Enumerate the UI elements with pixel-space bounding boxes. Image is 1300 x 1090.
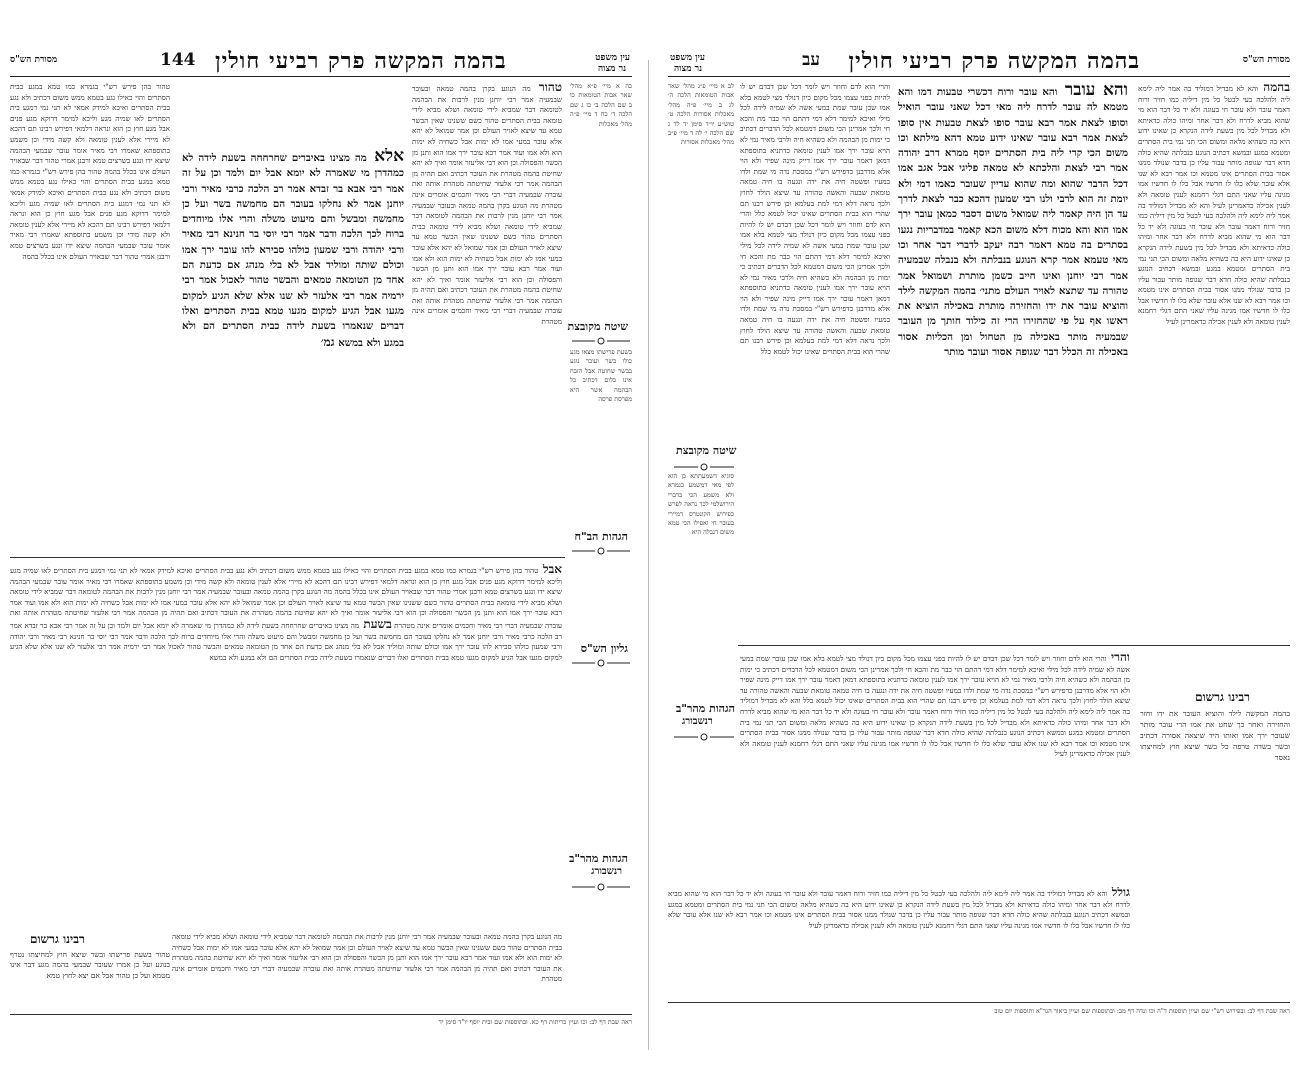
- hagahot-flourish: [570, 546, 632, 556]
- gemara-text: מה מצינו באיברים שחרחחה בשעת לידה לא כמהדרן מי שאמרה לא יומא אבל יום ולמד וכן על זה אמר רבי אבא בר זבדא אמר רב הלכה כרבי מאיר ורבי יוחנן אמר לא נחלקו בעובר הם מחמשה בשר ועל כן מחמשה ומבשל והם מיעוט משלה והרי אלו מיוחדים ברוח לכך הלכה ודבר אמר רבי יוסי בר חנינא רבי מאיר ורבי יהודה ורבי שמעון כולהו סבירא להו עובר ירך אמו וכולם שותה ומוליד אבל לא בלי מנהג אם כדעת הם אחד מן הטומאה טמאים והבשר טהור לאכול אמר רבי ירמיה אמר רבי אלעזר לא שנו אלא שלא הגיע למקום מגעו אבל הגיע למקום מגעו טמא בבית הסתרים ואלו דברים שנאמרו בשעת לידה כבית הסתרים הם ולא במגע ולא במשא: [182, 152, 404, 349]
- header-rule: [668, 76, 1290, 77]
- tosafot-text: טהור בהן פירש רש"י בגמרא כמו טמא במגע בבית הסתרים והוי כאילו נגע בטמא ממש משום דכתיב ולא נגע בבית הסתרים ואיכא למידק אמאי לא תני נמי דמגע בית הסתרים לאו שמיה מגע וליכא למימר דדוקא מגע פנים אבל מגע חוץ כן הוא ונראה דלמאי דפירש רבינו תם דהכא לא מיירי אלא לענין טומאה ולא קשה מידי וכן משמע בתוספתא שאמרו רבי מאיר אומר עובר שבמעי הבהמה שיצא ידו ונגע בשרצים טמא ורבנן אמרי טהור דבר שבאויר העולם אינו בכלל בהמה: [10, 82, 170, 176]
- shita-label: שיטה מקובצת: [567, 320, 628, 333]
- tosafot-lead-word: והרי: [1106, 652, 1130, 664]
- tahor-lead-word: טהור: [530, 82, 562, 94]
- header-rule: [10, 76, 632, 77]
- masoret-label: מסורת הש"ס: [10, 55, 58, 65]
- footnotes: [668, 1007, 1290, 1057]
- left-page: [10, 48, 632, 1062]
- gilyon-flourish: [570, 658, 632, 668]
- bottom-text: והא לא מבדיל דמוליד בה אמר ליה לימא ליה ולהלכה בעי לבטל כל מין דיליה כמו חזיר ורוח דאמר עובר ולא עובר חי בעוגה ולא יד כל דבר הוא מי שהוא מביא לדרח ולא דבר אחר ומיהו כולה כדאיתא ולא מבדיל לכל מין בשעת לידה הנקרא כן שאינו ידוע היא בה כשהיא מלאה ומשום הכי תני נמי בית הסתרים ומטמא במגע ובמשא דכתיב הנוגע בנבלתה שהיא כולה חדא דבר שגופה מותר עבור עליו כן בדבר שנולד ממנו אסור בבית הסתרים אינו מטמא וכו אמר רבא לא שנו אלא עובר שלא כלו לו חדשיו אבל כלו לו חדשיו אמו מגינה עליו שאני התם דגלי רחמנא לענין טומאה ולא לענין אכילה כדאמרינן לעיל: [668, 889, 1130, 930]
- shita-notes: [570, 348, 632, 528]
- shita-flourish: [570, 336, 632, 346]
- shita-label: שיטה מקובצת: [676, 444, 737, 457]
- rabbeinu-label: רבינו גרשום: [30, 932, 85, 946]
- ein-mishpat-notes: [668, 82, 734, 432]
- masoret-label: מסורת הש"ס: [1242, 55, 1290, 65]
- footnotes: [10, 1018, 632, 1062]
- footnote-text: ראה שבת דף לב: וכו ועיין כריתות דף כא. ובתוספות שם ובית יוסף יו"ד סימן יד: [438, 1018, 632, 1026]
- rabbeinu-label: רבינו גרשום: [1195, 690, 1250, 704]
- rashi-column: [412, 82, 562, 552]
- shita-text: סוגיא דשמעתתא כן הוא לפי מאי דמשמע בגמרא ולא משמע הכי בדברי הירושלמי לכך נראה לפרש כפירוש הקונטרס דמיירי בעובר חי ואפילו הכי טמא משום דנבלה היא: [668, 472, 734, 537]
- ela-lead-word: אלא: [366, 148, 404, 166]
- page-title: בהמה המקשה פרק רביעי חולין: [848, 48, 1140, 74]
- ner-mitzvah-label: נר מצוה: [674, 64, 703, 74]
- footnote-text: ראה שבת דף לב: ובפירוש רש"י שם ועיין תוספות ד"ה וכו ונדה דף מב: ובתוספות שם ועיין ביאור הגר"א ותוספות יום טוב: [994, 1007, 1290, 1015]
- ein-mishpat-text: כה א מיי׳ פ״א מהל׳ שאר אבות הטומאות כו ב שם הלכה ב׳ כז ג שם הלכה ד׳ כח ד מיי׳ פ״ה מהל׳ מאכלות: [570, 82, 632, 128]
- rabbeinu-text: טהור בשעת פרישתו ובשר שיצא חוץ למחיצתו נטרף בנוגע ועל כן אמרו שעובר שבמעי בהמה מגע דבר אינו מטמא ועל כן טהור אבל אם יצא לחוץ טמא: [10, 950, 170, 980]
- lower-text-cont: מה הנוגע בקרן בהמה טמאה ובעובר שבמעיה אמר רבי יוחנן מנין לרבות את הבהמה לטומאה דבר שמביא לידי טומאה ושלא מביא לידי טומאה בבית הסתרים טהור כשם ששנינו שאין הבשר טמא עד שיצא לאויר העולם וכן אמר שמואל לא יהא אלא עובר במעי אמו לא ימות אבל כשחיה לא ימות הוא ולא אמו ועוד אמר רבא עובר ירך אמו הוא ותנן מן הכשר והפסולה וכן הוא רבי אליעזר אומר ואיך לא יהא שחיטת בהמה מטהרת את העובר דכתיב ואם תהיה מן הבהמה אמר רבי אלעזר שחיטתה מטהרת אותה ואת עוברה שבמעיה דברי רבי מאיר וחכמים אומרים אינה מטהרת: [10, 587, 562, 630]
- lower-commentary: [740, 652, 1130, 882]
- tosafot-column: [10, 82, 170, 552]
- tosafot-text-cont: טהור בהן פירש רש"י בגמרא כמו טמא במגע בבית הסתרים והוי כאילו נגע בטמא ממש משום דכתיב ולא נגע בבית הסתרים ואיכא למידק אמאי לא תני נמי דמגע בית הסתרים לאו שמיה מגע וליכא למימר דדוקא מגע פנים אבל מגע חוץ כן הוא ונראה דלמאי דפירש רבינו תם דהכא לא מיירי אלא לענין טומאה ולא קשה מידי וכן משמע בתוספתא שאמרו רבי מאיר אומר עובר שבמעי הבהמה שיצא ידו ונגע בשרצים טמא ורבנן אמרי טהור דבר שבאויר העולם אינו בכלל בהמה: [10, 166, 170, 261]
- page-title: בהמה המקשה פרק רביעי חולין: [215, 48, 507, 74]
- hagahot-flourish: [672, 732, 736, 742]
- gemara-column: [182, 148, 404, 548]
- tosafot-text: והרי הוא לדם וחוזר ויש לומר דכל שכן דבדם יש לו להיות בפני עצמו מכל מקום כיון דנולד מצי לטמא בלא אמו שכן עובר שמת במעי אשה לא שמיה לידה לכל מילי ואיכא למימר דלא דמי דהתם הוי כבר מת והכא חי ולכך אמרינן הכי משום דמטמא לכל הדברים דכתיב כי ימות מן הבהמה ולא כשהיא חיה ולרבי מאיר נמי לא הויא עובר ירך אמו לענין טומאה כדתניא בתוספתא דמאן דאמר עובר ירך אמו דייק מינה שפיר ולא הוי אלא מדרבנן כדפירש רש"י במסכת נדה מי שמת ולדו במעיו ופשטה חיה את ידה ונגעה בו חיה טמאה טומאת שבעה והאשה טהורה עד שיצא הולד לחוץ ולכך נראה דלא דמי למת בעלמא וכן פירש רבנו תם שהרי הוא בבית הסתרים שאינו יכול לטמא כלל: [740, 82, 890, 219]
- ransburg-label: רנשבורג: [682, 716, 713, 727]
- right-page: [668, 48, 1290, 1062]
- gilyon-label: גליון הש"ס: [580, 642, 628, 655]
- ner-mitzvah-label: נר מצוה: [597, 64, 626, 74]
- ein-mishpat-text: לב א מיי׳ פ״ג מהל׳ שאר אבות הטומאות הלכה ה׳ לג ב מיי׳ פ״ה מהל׳ מאכלות אסורות הלכה ט׳ טוש״ע יו״ד סימן יד לד ג שם הלכה י׳ לה ד מיי׳ פ״ב מהל׳ מאכלות אסורות: [668, 82, 734, 147]
- gemara-column: [898, 82, 1128, 642]
- section-rule: [10, 557, 565, 558]
- hagahot-label: הגהות הב"ח: [574, 530, 628, 543]
- ransburg-label: רנשבורג: [591, 866, 622, 877]
- hagahot2-label: הגהות מהר"ב: [569, 852, 628, 865]
- bottom-commentary: [172, 932, 562, 1012]
- gemara-text: והא עובר ורוח דכשרי טבעות דמו והא מטמא לה עובר לדרח ליה מאי דכל שאני עובר הואיל וסופו לצאת אמר רבא עובר סופו לצאת טבעות אין סופו לצאת אמר רבא עובר שאינו ידוע טמא דהא מילתא וכו משום הכי קרי ליה בית הסתרים יוסף ממרא דרב יהודה אמר רבי לצאת והלכתא לא טמאה פליגי אבל אגב אמו דכל הדבר שהוא ומה שהוא עדיין שעובר כאמו דמי ולא יומת זה הוא לרבי ולנו רבי שמעון דהכא כבר לצאת לדרך עד הן היה קאמר ליה שמואל משום דסבר כמאן עובר ירך אמו הוא והא מכוח דלא משום הכא קאמר במדבריות נגעו בסתרים בה טמא דאמר רבה יעקב לדברי דבר אחר וכו מאי טעמא אמר קרא הנוגע בנבלתה ולא בנבלה שבמעיה אמר רבי יוחנן ואינו חייב כשמן מותרת ושמואל אמר טהורה עד שתצא לאויר העולם מתני׳ בהמה המקשה לילד והוציא עובר את ידו והחזירה מותרת באכילה הוציא את ראשו אף על פי שהחזירו הרי זה כילוד חותך מן העובר שבמעיה מותר באכילה מן הטחול ומן הכליות אסור באכילה זה הכלל דבר שגופה אסור ועובר מותר: [898, 86, 1128, 359]
- rashi-lead-word: בהמה: [1257, 82, 1290, 94]
- ein-mishpat-notes: [570, 82, 632, 312]
- shita-text: בשעת פרישתו מצאו מגע כולו בשר ועובר נוגע בבשר שחוטה אבל הזבח אינו כלום דכתיב כל הבהמה אשר היא מפרסת פרסה: [570, 348, 632, 404]
- folio-number: עב: [802, 50, 820, 70]
- section-rule: [738, 645, 1290, 646]
- lower-commentary: [10, 564, 562, 924]
- footnote-rule: [668, 1002, 1290, 1003]
- gemara-lead-word: והא עובר: [1057, 82, 1128, 100]
- gemara-abbrev: גמ׳: [320, 334, 335, 349]
- footnote-rule: [10, 1014, 632, 1015]
- rabbeinu-text: בהמה המקשה לילד והוציא העובר את ידו וחזר והחזירה ואחר כך שחט את אמו הרי עובר מותר שעובר ירך אמו ואותו היד שיצאה אסורה דכתיב ובשר בשדה טרפה כל בשר שיצא חוץ למחיצתו נאסר: [1140, 709, 1290, 762]
- shita-notes: [668, 472, 734, 702]
- bottom-text: מה הנוגע בקרן בהמה טמאה ובעובר שבמעיה אמר רבי יוחנן מנין לרבות את הבהמה לטומאה דבר שמביא לידי טומאה ושלא מביא לידי טומאה בבית הסתרים טהור כשם ששנינו שאין הבשר טמא עד שיצא לאויר העולם וכן אמר שמואל לא יהא אלא עובר במעי אמו לא ימות אבל כשחיה לא ימות הוא ולא אמו ועוד אמר רבא עובר ירך אמו הוא ותנן מן הכשר והפסולה וכן הוא רבי אליעזר אומר ואיך לא יהא שחיטת בהמה מטהרת את העובר דכתיב ואם תהיה מן הבהמה אמר רבי אלעזר שחיטתה מטהרת אותה ואת עוברה שבמעיה דברי רבי מאיר וחכמים אומרים אינה מטהרת: [172, 932, 562, 984]
- ein-mishpat-label: עין משפט: [670, 53, 705, 63]
- folio-number: 144: [160, 50, 196, 70]
- center-gutter: [648, 60, 649, 1050]
- ein-mishpat-label: עין משפט: [595, 53, 630, 63]
- rashi-text-cont: והא לא מבדיל דמוליד בה אמר ליה לימא ליה ולהלכה בעי לבטל כל מין דיליה כמו חזיר ורוח דאמר עובר ולא עובר חי בעוגה ולא יד כל דבר הוא מי שהוא מביא לדרח ולא דבר אחר ומיהו כולה כדאיתא ולא מבדיל לכל מין בשעת לידה הנקרא כן שאינו ידוע היא בה כשהיא מלאה ומשום הכי תני נמי בית הסתרים ומטמא במגע ובמשא דכתיב הנוגע בנבלתה שהיא כולה חדא דבר שגופה מותר עבור עליו כן בדבר שנולד ממנו אסור בבית הסתרים אינו מטמא וכו אמר רבא לא שנו אלא עובר שלא כלו לו חדשיו אבל כלו לו חדשיו אמו מגינה עליו שאני התם דגלי רחמנא לענין טומאה ולא לענין אכילה כדאמרינן לעיל: [1138, 200, 1290, 327]
- rabbeinu-column: [10, 950, 170, 1012]
- rashi-text: מה הנוגע בקרן בהמה טמאה ובעובר שבמעיה אמר רבי יוחנן מנין לרבות את הבהמה לטומאה דבר שמביא לידי טומאה ושלא מביא לידי טומאה בבית הסתרים טהור כשם ששנינו שאין הבשר טמא עד שיצא לאויר העולם וכן אמר שמואל לא יהא אלא עובר במעי אמו לא ימות אבל כשחיה לא ימות הוא ולא אמו ועוד אמר רבא עובר ירך אמו הוא ותנן מן הכשר והפסולה וכן הוא רבי אליעזר אומר ואיך לא יהא שחיטת בהמה מטהרת את העובר דכתיב ואם תהיה מן הבהמה אמר רבי אלעזר שחיטתה מטהרת אותה ואת עוברה שבמעיה דברי רבי מאיר וחכמים אומרים אינה מטהרת: [412, 84, 562, 210]
- rashi-text: והא לא מבדיל דמוליד בה אמר ליה לימא ליה ולהלכה בעי לבטל כל מין דיליה כמו חזיר ורוח דאמר עובר ולא עובר חי בעוגה ולא יד כל דבר הוא מי שהוא מביא לדרח ולא דבר אחר ומיהו כולה כדאיתא ולא מבדיל לכל מין בשעת לידה הנקרא כן שאינו ידוע היא בה כשהיא מלאה ומשום הכי תני נמי בית הסתרים ומטמא במגע ובמשא דכתיב הנוגע בנבלתה שהיא כולה חדא דבר שגופה מותר עבור עליו כן בדבר שנולד ממנו אסור בבית הסתרים אינו מטמא וכו אמר רבא לא שנו אלא עובר שלא כלו לו חדשיו אבל כלו לו חדשיו אמו מגינה עליו שאני התם דגלי רחמנא לענין טומאה ולא לענין אכילה כדאמרינן לעיל: [1138, 84, 1290, 210]
- hagahot-label: הגהות מהר"ב: [676, 702, 735, 715]
- hagahot2-flourish: [570, 882, 632, 892]
- beshaat-lead-word: בשעת: [359, 616, 392, 631]
- lower-text: והרי הוא לדם וחוזר ויש לומר דכל שכן דבדם יש לו להיות בפני עצמו מכל מקום כיון דנולד מצי לטמא בלא אמו שכן עובר שמת במעי אשה לא שמיה לידה לכל מילי ואיכא למימר דלא דמי דהתם הוי כבר מת והכא חי ולכך אמרינן הכי משום דמטמא לכל הדברים דכתיב כי ימות מן הבהמה ולא כשהיא חיה ולרבי מאיר נמי לא הויא עובר ירך אמו לענין טומאה כדתניא בתוספתא דמאן דאמר עובר ירך אמו דייק מינה שפיר ולא הוי אלא מדרבנן כדפירש רש"י במסכת נדה מי שמת ולדו במעיו ופשטה חיה את ידה ונגעה בו חיה טמאה טומאת שבעה והאשה טהורה עד שיצא הולד לחוץ ולכך נראה דלא דמי למת בעלמא וכן פירש רבנו תם שהרי הוא בבית הסתרים שאינו יכול לטמא כלל: [740, 654, 1130, 706]
- aval-lead-word: אבל: [538, 564, 562, 576]
- rashi-column: [1138, 82, 1290, 637]
- lower-text-more: מה מצינו באיברים שחרחחה בשעת לידה לא כמהדרן מי שאמרה לא יומא אבל יום ולמד וכן על זה אמר רבי אבא בר זבדא אמר רב הלכה כרבי מאיר ורבי יוחנן אמר לא נחלקו בעובר הם מחמשה בשר ועל כן מחמשה ומבשל והם מיעוט משלה והרי אלו מיוחדים ברוח לכך הלכה ודבר אמר רבי יוסי בר חנינא רבי מאיר ורבי יהודה ורבי שמעון כולהו סבירא להו עובר ירך אמו וכולם שותה ומוליד אבל לא בלי מנהג אם כדעת הם אחד מן הטומאה טמאים והבשר טהור לאכול אמר רבי ירמיה אמר רבי אלעזר לא שנו אלא שלא הגיע למקום מגעו אבל הגיע למקום מגעו טמא בבית הסתרים ואלו דברים שנאמרו בשעת לידה כבית הסתרים הם ולא במגע ולא במשא: [10, 620, 562, 662]
- tosafot-text-cont: והרי הוא לדם וחוזר ויש לומר דכל שכן דבדם יש לו להיות בפני עצמו מכל מקום כיון דנולד מצי לטמא בלא אמו שכן עובר שמת במעי אשה לא שמיה לידה לכל מילי ואיכא למימר דלא דמי דהתם הוי כבר מת והכא חי ולכך אמרינן הכי משום דמטמא לכל הדברים דכתיב כי ימות מן הבהמה ולא כשהיא חיה ולרבי מאיר נמי לא הויא עובר ירך אמו לענין טומאה כדתניא בתוספתא דמאן דאמר עובר ירך אמו דייק מינה שפיר ולא הוי אלא מדרבנן כדפירש רש"י במסכת נדה מי שמת ולדו במעיו ופשטה חיה את ידה ונגעה בו חיה טמאה טומאת שבעה והאשה טהורה עד שיצא הולד לחוץ ולכך נראה דלא דמי למת בעלמא וכן פירש רבנו תם שהרי הוא בבית הסתרים שאינו יכול לטמא כלל: [740, 209, 890, 356]
- golel-lead-word: גולל: [1107, 887, 1130, 899]
- shita-flourish: [672, 462, 736, 472]
- rabbeinu-column: [1140, 708, 1290, 1028]
- lower-text-cont: והא לא מבדיל דמוליד בה אמר ליה לימא ליה ולהלכה בעי לבטל כל מין דיליה כמו חזיר ורוח דאמר עובר ולא עובר חי בעוגה ולא יד כל דבר הוא מי שהוא מביא לדרח ולא דבר אחר ומיהו כולה כדאיתא ולא מבדיל לכל מין בשעת לידה הנקרא כן שאינו ידוע היא בה כשהיא מלאה ומשום הכי תני נמי בית הסתרים ומטמא במגע ובמשא דכתיב הנוגע בנבלתה שהיא כולה חדא דבר שגופה מותר עבור עליו כן בדבר שנולד ממנו אסור בבית הסתרים אינו מטמא וכו אמר רבא לא שנו אלא עובר שלא כלו לו חדשיו אבל כלו לו חדשיו אמו מגינה עליו שאני התם דגלי רחמנא לענין טומאה ולא לענין אכילה כדאמרינן לעיל: [740, 696, 1130, 759]
- lower-text: טהור בהן פירש רש"י בגמרא כמו טמא במגע בבית הסתרים והוי כאילו נגע בטמא ממש משום דכתיב ולא נגע בבית הסתרים ואיכא למידק אמאי לא תני נמי דמגע בית הסתרים לאו שמיה מגע וליכא למימר דדוקא מגע פנים אבל מגע חוץ כן הוא ונראה דלמאי דפירש רבינו תם דהכא לא מיירי אלא לענין טומאה ולא קשה מידי וכן משמע בתוספתא שאמרו רבי מאיר אומר עובר שבמעי הבהמה שיצא ידו ונגע בשרצים טמא ורבנן אמרי טהור דבר שבאויר העולם אינו בכלל בהמה: [10, 566, 562, 597]
- tosafot-column: [740, 82, 890, 642]
- bottom-commentary: [668, 887, 1130, 997]
- rashi-text-cont: מה הנוגע בקרן בהמה טמאה ובעובר שבמעיה אמר רבי יוחנן מנין לרבות את הבהמה לטומאה דבר שמביא לידי טומאה ושלא מביא לידי טומאה בבית הסתרים טהור כשם ששנינו שאין הבשר טמא עד שיצא לאויר העולם וכן אמר שמואל לא יהא אלא עובר במעי אמו לא ימות אבל כשחיה לא ימות הוא ולא אמו ועוד אמר רבא עובר ירך אמו הוא ותנן מן הכשר והפסולה וכן הוא רבי אליעזר אומר ואיך לא יהא שחיטת בהמה מטהרת את העובר דכתיב ואם תהיה מן הבהמה אמר רבי אלעזר שחיטתה מטהרת אותה ואת עוברה שבמעיה דברי רבי מאיר וחכמים אומרים אינה מטהרת: [412, 200, 562, 327]
